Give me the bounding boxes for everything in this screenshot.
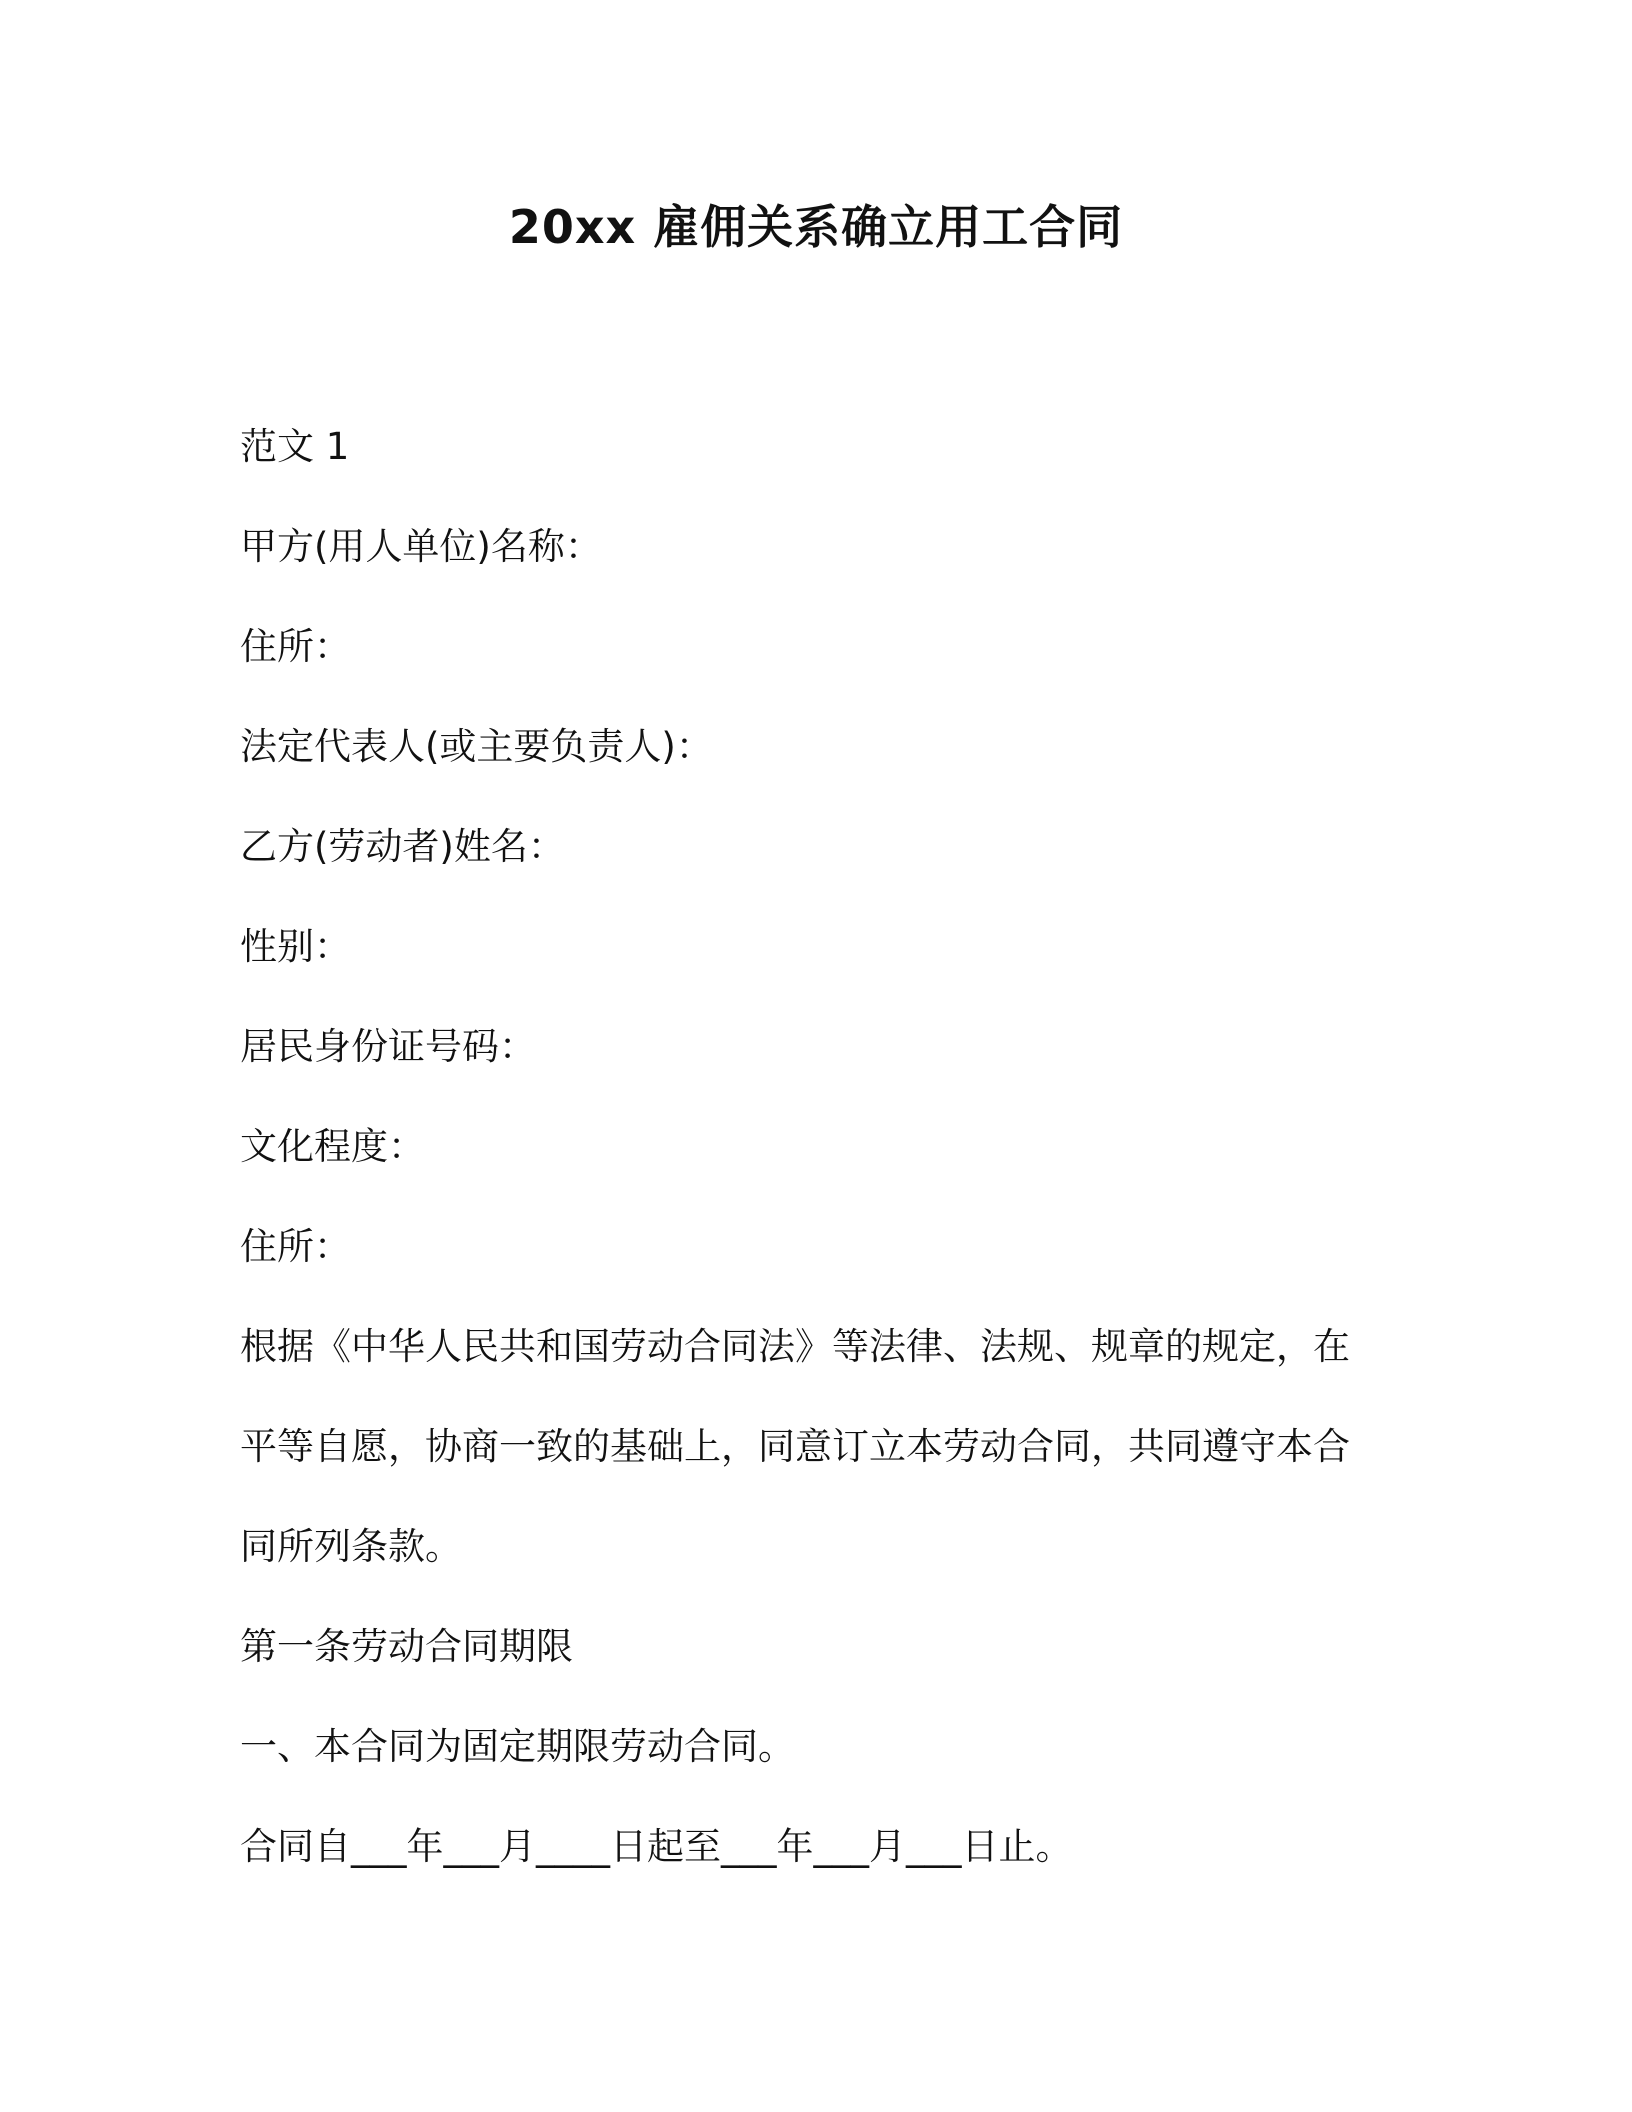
article-one-clause-1: 一、本合同为固定期限劳动合同。 <box>240 1725 795 1768</box>
party-b-name-field: 乙方(劳动者)姓名： <box>240 825 565 868</box>
preamble-line-3: 同所列条款。 <box>240 1525 462 1568</box>
preamble-line-1: 根据《中华人民共和国劳动合同法》等法律、法规、规章的规定，在 <box>240 1325 1350 1368</box>
education-field: 文化程度： <box>240 1125 425 1168</box>
party-b-address-field: 住所： <box>240 1225 351 1268</box>
legal-representative-field: 法定代表人(或主要负责人)： <box>240 725 713 768</box>
gender-field: 性别： <box>240 925 351 968</box>
party-a-address-field: 住所： <box>240 625 351 668</box>
article-one-heading: 第一条劳动合同期限 <box>240 1625 573 1668</box>
document-title: 20xx 雇佣关系确立用工合同 <box>508 200 1124 254</box>
party-a-name-field: 甲方(用人单位)名称： <box>240 525 602 568</box>
id-number-field: 居民身份证号码： <box>240 1025 536 1068</box>
sample-heading: 范文 1 <box>240 425 350 468</box>
contract-term-line: 合同自___年___月____日起至___年___月___日止。 <box>240 1825 1073 1868</box>
preamble-line-2: 平等自愿，协商一致的基础上，同意订立本劳动合同，共同遵守本合 <box>240 1425 1350 1468</box>
